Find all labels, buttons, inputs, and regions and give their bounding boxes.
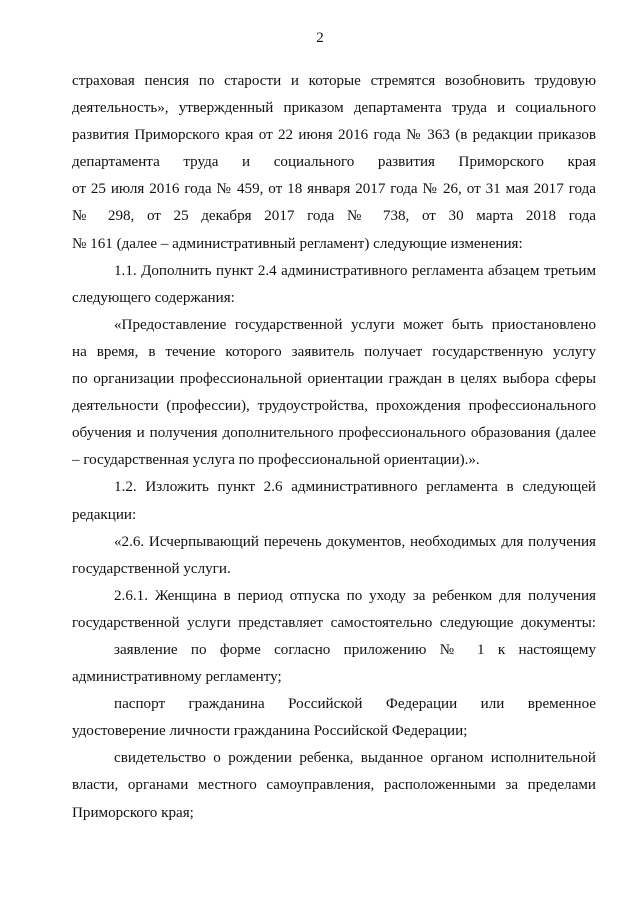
text-line: от 25 июля 2016 года № 459, от 18 января 2017 года № 26, от 31 мая 2017 года	[72, 181, 596, 198]
text-line: 2.6.1. Женщина в период отпуска по уходу за ребенком для получения	[114, 587, 596, 604]
text-line: деятельность», утвержденный приказом департамента труда и социального	[72, 100, 596, 117]
text-line: редакции:	[72, 506, 137, 523]
text-line: № 161 (далее – административный регламент) следующие изменения:	[72, 235, 523, 252]
text-line: «2.6. Исчерпывающий перечень документов, необходимых для получения	[114, 533, 596, 550]
text-line: 1.1. Дополнить пункт 2.4 административного регламента абзацем третьим	[114, 262, 596, 279]
text-line: страховая пенсия по старости и которые стремятся возобновить трудовую	[72, 73, 596, 89]
text-line: следующего содержания:	[72, 289, 235, 306]
text-line: «Предоставление государственной услуги может быть приостановлено	[114, 316, 596, 333]
text-line: обучения и получения дополнительного профессионального образования (далее	[72, 425, 596, 442]
text-line: по организации профессиональной ориентации граждан в целях выбора сферы	[72, 371, 596, 388]
text-line: административному регламенту;	[72, 669, 282, 686]
document-body	[72, 68, 596, 827]
page-number: 2	[316, 30, 324, 46]
text-line: заявление по форме согласно приложению № 1 к настоящему	[114, 641, 596, 658]
text-line: на время, в течение которого заявитель получает государственную услугу	[72, 343, 596, 360]
text-line: 1.2. Изложить пункт 2.6 административного регламента в следующей	[114, 479, 596, 496]
text-line: департамента труда и социального развития Приморского края	[72, 154, 596, 171]
text-line: свидетельство о рождении ребенка, выданное органом исполнительной	[114, 750, 596, 767]
text-line: государственной услуги.	[72, 560, 231, 577]
text-line: государственной услуги представляет самостоятельно следующие документы:	[72, 614, 596, 631]
text-line: развития Приморского края от 22 июня 2016 года № 363 (в редакции приказов	[72, 127, 596, 144]
text-line: Приморского края;	[72, 804, 194, 821]
text-line: деятельности (профессии), трудоустройства, прохождения профессионального	[72, 398, 596, 415]
text-line: № 298, от 25 декабря 2017 года № 738, от 30 марта 2018 года	[72, 208, 596, 225]
text-line: власти, органами местного самоуправления, расположенными за пределами	[72, 777, 596, 794]
text-line: – государственная услуга по профессиональной ориентации).».	[72, 452, 480, 469]
text-line: паспорт гражданина Российской Федерации или временное	[114, 696, 596, 713]
text-line: удостоверение личности гражданина Российской Федерации;	[72, 723, 468, 740]
